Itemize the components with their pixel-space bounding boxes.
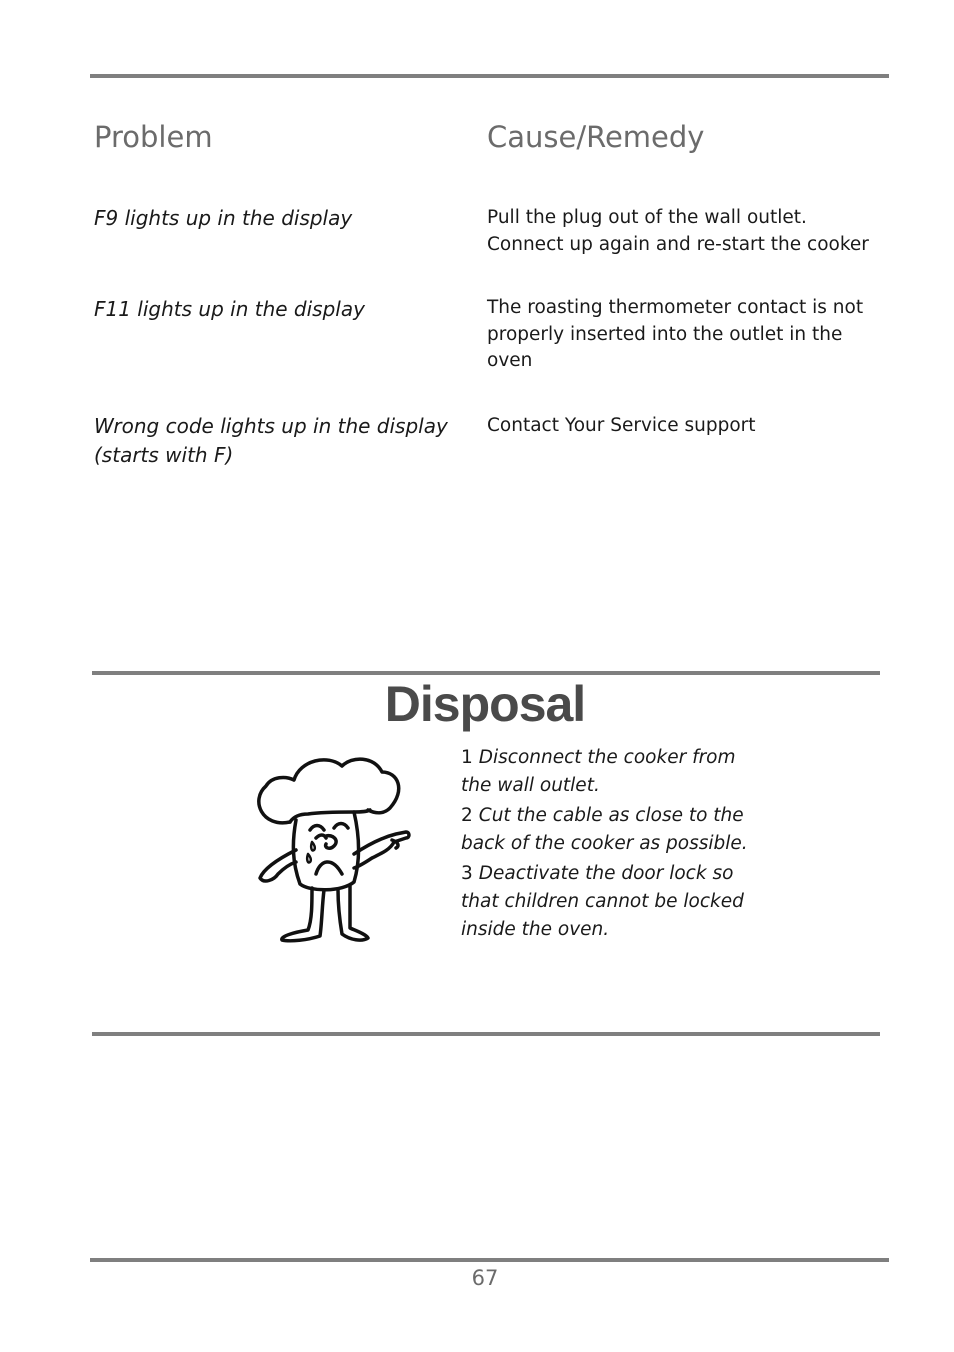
top-divider — [90, 74, 889, 78]
cause-cell: Pull the plug out of the wall outlet. Connect up again and re-start the cooker — [487, 207, 869, 255]
step-text: Deactivate the door lock so that children cannot be locked inside the oven. — [461, 863, 744, 940]
disposal-step — [461, 802, 761, 858]
disposal-title: Disposal — [384, 676, 586, 732]
crying-chef-mascot-icon — [250, 750, 415, 945]
disposal-bottom-divider — [92, 1032, 880, 1036]
problem-cell: F11 lights up in the display — [94, 297, 365, 321]
footer-divider — [90, 1258, 889, 1262]
disposal-step — [461, 860, 761, 944]
problem-cell: Wrong code lights up in the display (starts with F) — [94, 414, 448, 467]
problem-cell: F9 lights up in the display — [94, 206, 353, 230]
page-number: 67 — [471, 1266, 499, 1290]
step-text: Cut the cable as close to the back of the cooker as possible. — [461, 805, 748, 854]
step-text: Disconnect the cooker from the wall outlet. — [461, 747, 736, 796]
cause-column-header: Cause/Remedy — [487, 120, 705, 154]
problem-column-header: Problem — [94, 120, 213, 154]
disposal-step — [461, 744, 761, 800]
step-number: 3 — [461, 863, 473, 884]
step-number: 1 — [461, 747, 473, 768]
cause-cell: Contact Your Service support — [487, 415, 756, 436]
cause-cell: The roasting thermometer contact is not properly inserted into the outlet in the oven — [487, 297, 864, 371]
step-number: 2 — [461, 805, 473, 826]
disposal-steps — [461, 744, 761, 944]
